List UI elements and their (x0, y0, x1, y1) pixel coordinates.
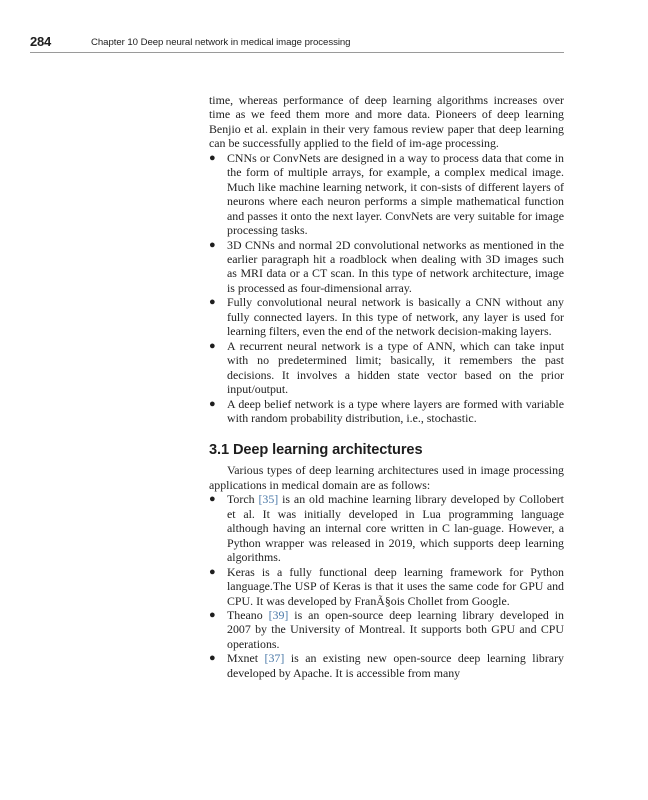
bullet-icon: ● (209, 652, 216, 665)
list-item-text: A recurrent neural network is a type of ANN, which can take input with no predetermined limit; basically, it remembers the past decisions. It involves a hidden state vector based on the prior input/output. (227, 338, 564, 397)
running-header (30, 35, 564, 53)
list-item (209, 397, 564, 426)
citation-link[interactable]: [35] (258, 492, 279, 507)
citation-link[interactable]: [39] (268, 607, 289, 622)
bullet-icon: ● (209, 397, 216, 410)
list-item-text: A deep belief network is a type where layers are formed with variable with random probability distribution, i.e., stochastic. (227, 396, 564, 425)
library-name: Mxnet (227, 651, 259, 666)
page-number: 284 (30, 34, 52, 49)
list-item-text: is an existing new open-source deep learning library developed by Apache. It is accessible from many (227, 651, 564, 680)
list-item (209, 339, 564, 397)
page-body (209, 93, 564, 680)
list-item-text: CNNs or ConvNets are designed in a way to process data that come in the form of multiple arrays, for example, a complex medical image. Much like machine learning network, it con-sists of different layers of neurons where each neuron performs a simple mathematical function and passes it onto the next layer. ConvNets are very suitable for image processing tasks. (227, 150, 564, 238)
list-item-text: is an open-source deep learning library developed in 2007 by the University of Montreal. It supports both GPU and CPU operations. (227, 607, 565, 651)
bullet-icon: ● (209, 339, 216, 352)
list-item (209, 608, 564, 651)
list-item (209, 295, 564, 338)
list-item (209, 492, 564, 564)
network-types-list (209, 151, 564, 426)
bullet-icon: ● (209, 565, 216, 578)
chapter-title: Chapter 10 Deep neural network in medical image processing (91, 37, 351, 48)
intro-paragraph: time, whereas performance of deep learning algorithms increases over time as we feed them more and more data. Pioneers of deep learning Benjio et al. explain in their very famous review paper that deep learning can be successfully applied to the field of im-age processing. (209, 93, 564, 151)
list-item (209, 238, 564, 296)
bullet-icon: ● (209, 296, 216, 309)
bullet-icon: ● (209, 238, 216, 251)
bullet-icon: ● (209, 151, 216, 164)
section-heading: 3.1 Deep learning architectures (209, 442, 423, 459)
list-item (209, 651, 564, 680)
list-item (209, 151, 564, 238)
citation-link[interactable]: [37] (264, 651, 285, 666)
section-intro: Various types of deep learning architectures used in image processing applications in medical domain are as follows: (209, 463, 564, 492)
list-item-text: is an old machine learning library developed by Collobert et al. It was initially developed in Lua programming language although having an internal core written in C lan-guage. However, a Python wrapper was released in 2019, which supports deep learning algorithms. (227, 492, 564, 565)
architectures-list (209, 492, 564, 680)
list-item-text: 3D CNNs and normal 2D convolutional networks as mentioned in the earlier paragraph hit a roadblock when dealing with 3D images such as MRI data or a CT scan. In this type of network architecture, image is processed as four-dimensional array. (227, 237, 564, 295)
bullet-icon: ● (209, 608, 216, 621)
list-item-text: Keras is a fully functional deep learning framework for Python language.The USP of Keras is that it uses the same code for GPU and CPU. It was developed by FranÃ§ois Chollet from Google. (227, 564, 564, 608)
bullet-icon: ● (209, 493, 216, 506)
library-name: Torch (227, 492, 255, 507)
library-name: Theano (227, 607, 263, 622)
list-item (209, 565, 564, 608)
list-item-text: Fully convolutional neural network is basically a CNN without any fully connected layers. In this type of network, any layer is used for learning filters, even the end of the network decision-making layers. (227, 295, 564, 339)
